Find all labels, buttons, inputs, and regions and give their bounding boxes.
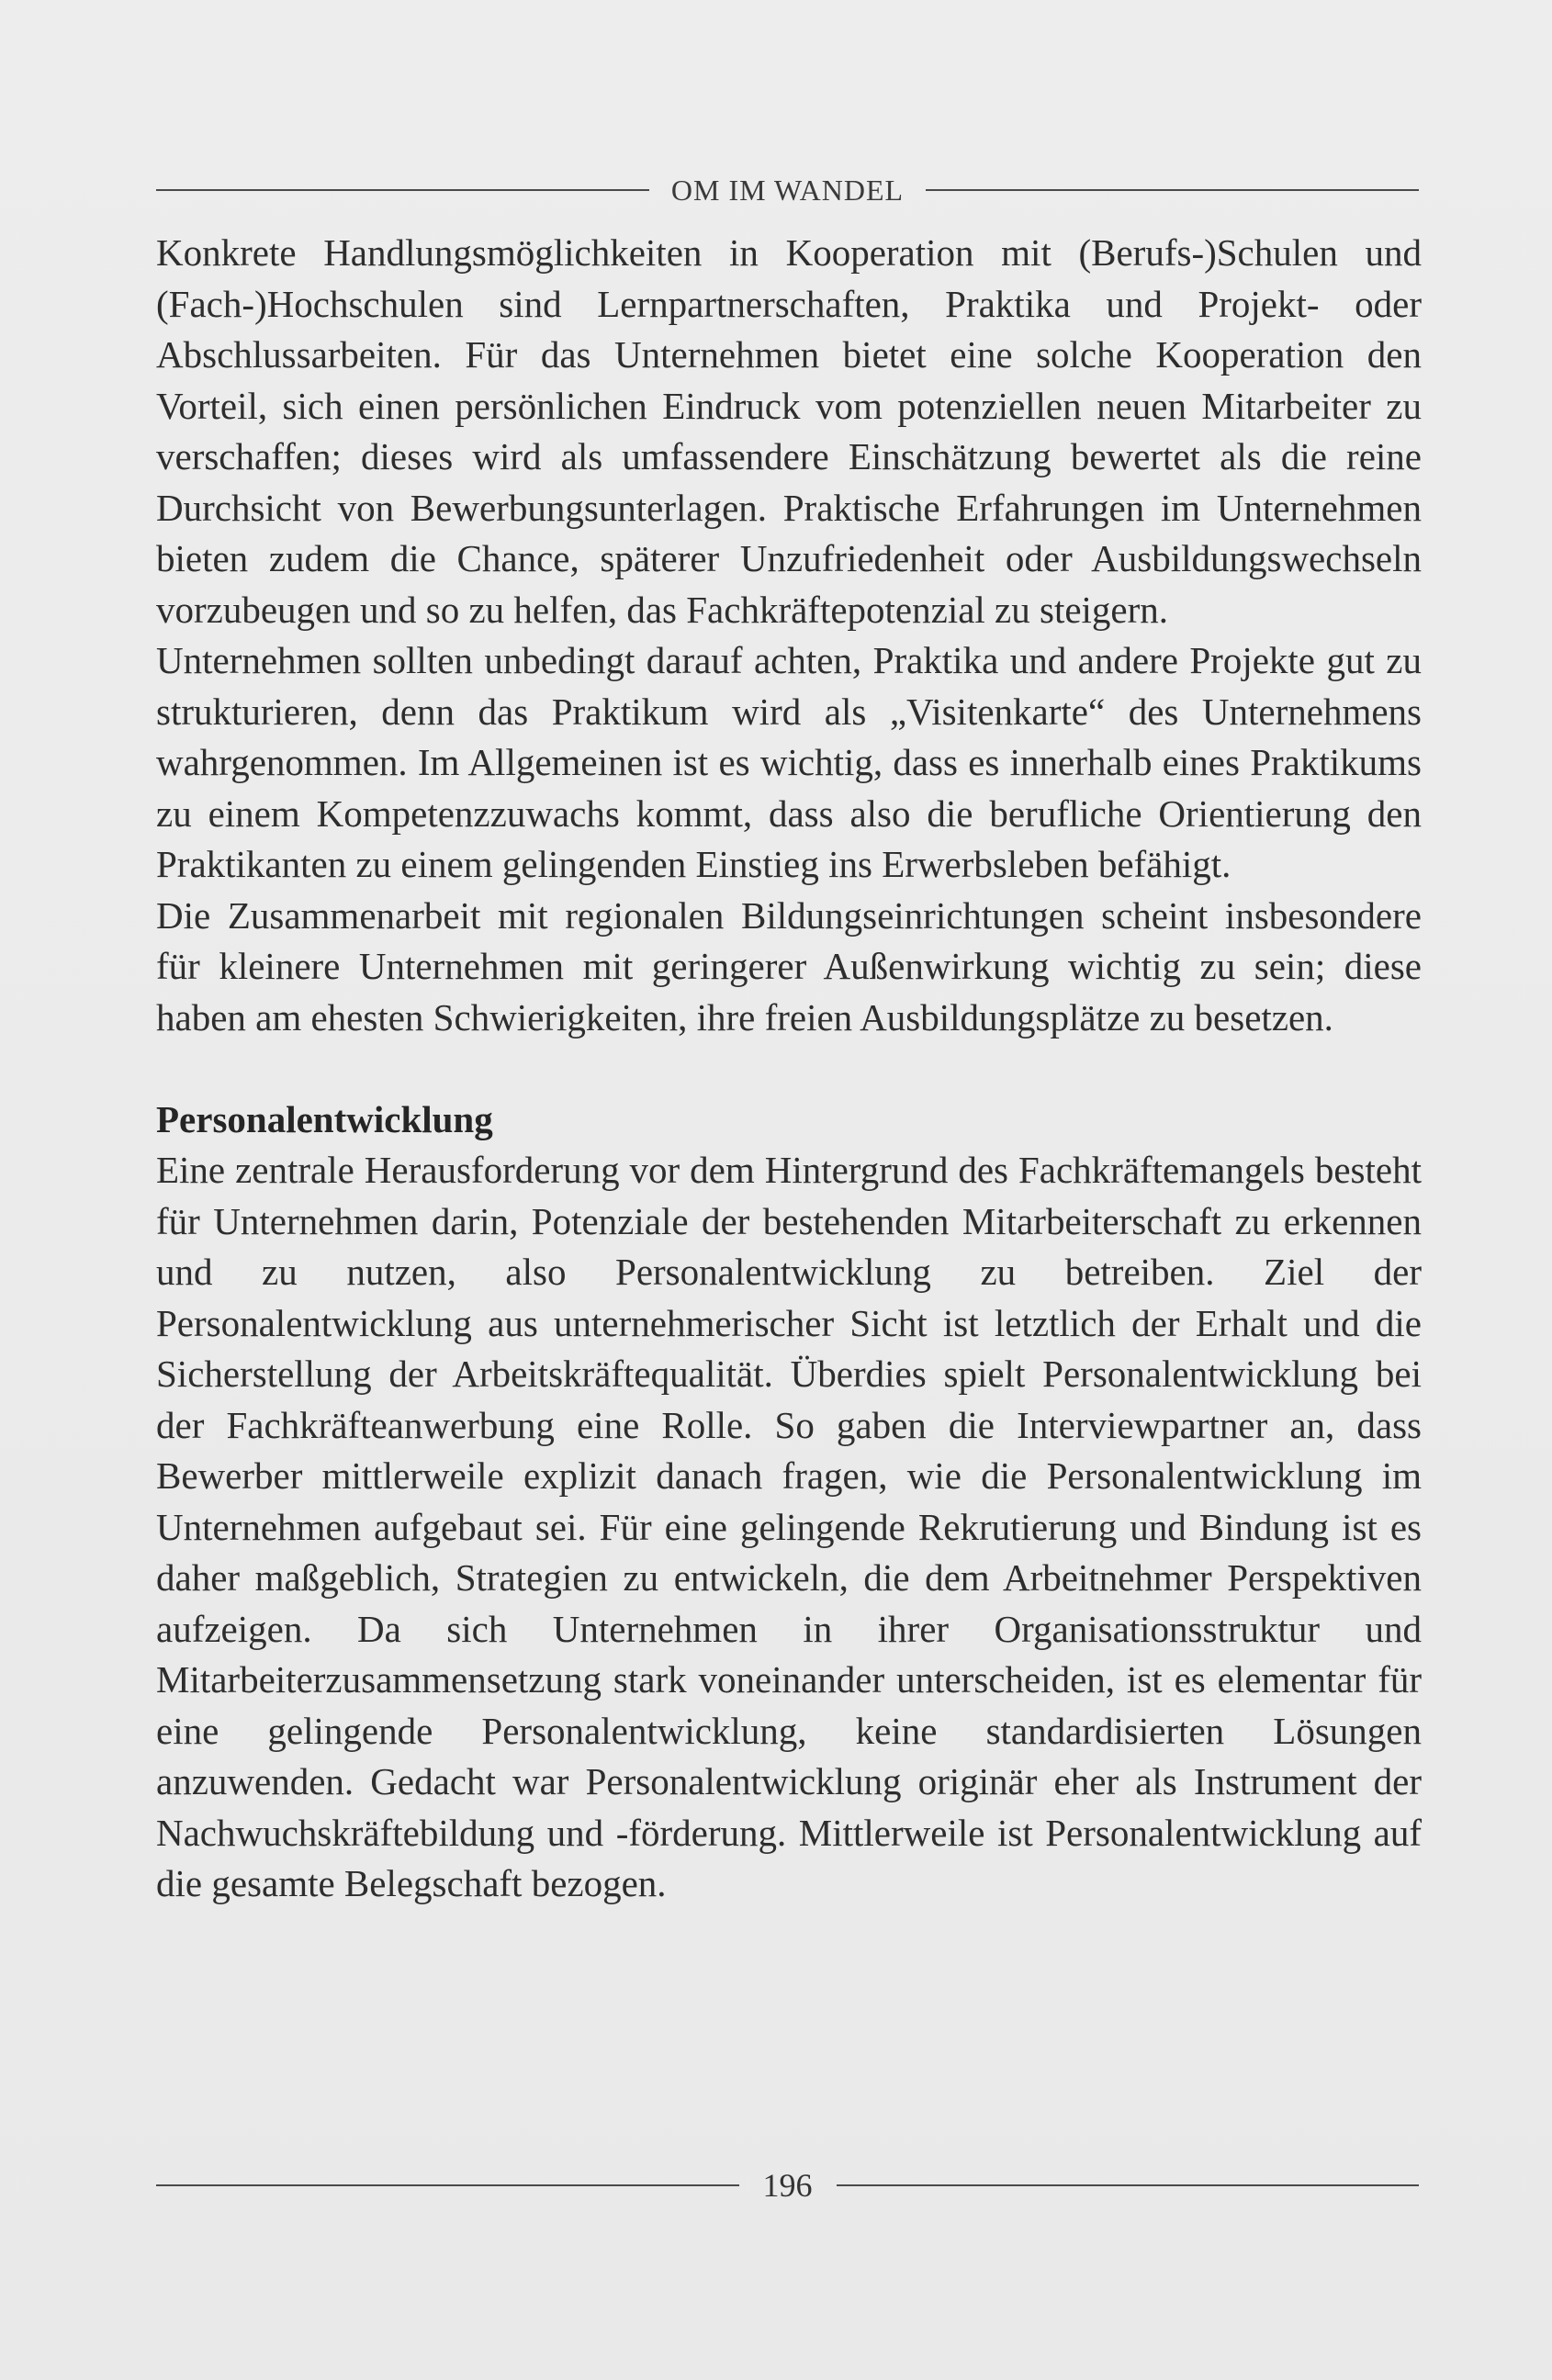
paragraph-internships: Unternehmen sollten unbedingt darauf achten, Praktika und andere Projekte gut zu strukturieren, denn das Praktikum wird als „Visitenkarte“ des Unternehmens wahrgenommen. Im Allgemeinen ist es wichtig, dass es innerhalb eines Praktikums zu einem Kompetenzzuwachs kommt, dass also die berufliche Orientierung den Praktikanten zu einem gelingenden Einstieg ins Erwerbsleben befähigt.: [156, 639, 1422, 885]
footer-rule-right: [837, 2184, 1420, 2186]
running-header: [156, 167, 1419, 213]
page-footer: [156, 2162, 1419, 2208]
page-number: 196: [762, 2167, 813, 2204]
section-spacer: [156, 1043, 1422, 1095]
paragraph-regional-education: Die Zusammenarbeit mit regionalen Bildungseinrichtungen scheint insbesondere für kleinere Unternehmen mit geringerer Außenwirkung wichtig zu sein; diese haben am ehesten Schwierigkeiten, ihre freien Ausbildungsplätze zu besetzen.: [156, 893, 1422, 1038]
body-text: [156, 228, 1422, 1910]
header-rule-right: [926, 189, 1419, 191]
footer-rule-left: [156, 2184, 739, 2186]
paragraph-personnel-development: Eine zentrale Herausforderung vor dem Hintergrund des Fachkräftemangels besteht für Unternehmen darin, Potenziale der bestehenden Mitarbeiterschaft zu erkennen und zu nutzen, also Personalentwicklung zu betreiben. Ziel der Personalentwicklung aus unternehmerischer Sicht ist letztlich der Erhalt und die Sicherstellung der Arbeitskräftequalität. Überdies spielt Personalentwicklung bei der Fachkräfteanwerbung eine Rolle. So gaben die Interviewpartner an, dass Bewerber mittlerweile explizit danach fragen, wie die Personalentwicklung im Unternehmen aufgebaut sei. Für eine gelingende Rekrutierung und Bindung ist es daher maßgeblich, Strategien zu entwickeln, die dem Arbeitnehmer Perspektiven aufzeigen. Da sich Unternehmen in ihrer Organisationsstruktur und Mitarbeiterzusammensetzung stark voneinander unterscheiden, ist es elementar für eine gelingende Personalentwicklung, keine standardisierten Lösungen anzuwenden. Gedacht war Personalentwicklung originär eher als Instrument der Nachwuchskräftebildung und -förderung. Mittlerweile ist Personalentwicklung auf die gesamte Belegschaft bezogen.: [156, 1149, 1422, 1904]
section-heading: Personalentwicklung: [156, 1097, 493, 1140]
running-title: OM IM WANDEL: [670, 173, 905, 207]
paragraph-cooperation: Konkrete Handlungsmöglichkeiten in Kooperation mit (Berufs-)Schulen und (Fach-)Hochschulen sind Lernpartnerschaften, Praktika und Projekt- oder Abschlussarbeiten. Für das Unternehmen bietet eine solche Kooperation den Vorteil, sich einen persönlichen Eindruck vom potenziellen neuen Mitarbeiter zu verschaffen; dieses wird als umfassendere Einschätzung bewertet als die reine Durchsicht von Bewerbungsunterlagen. Praktische Erfahrungen im Unternehmen bieten zudem die Chance, späterer Unzufriedenheit oder Ausbildungswechseln vorzubeugen und so zu helfen, das Fachkräftepotenzial zu steigern.: [156, 231, 1422, 631]
header-rule-left: [156, 189, 649, 191]
